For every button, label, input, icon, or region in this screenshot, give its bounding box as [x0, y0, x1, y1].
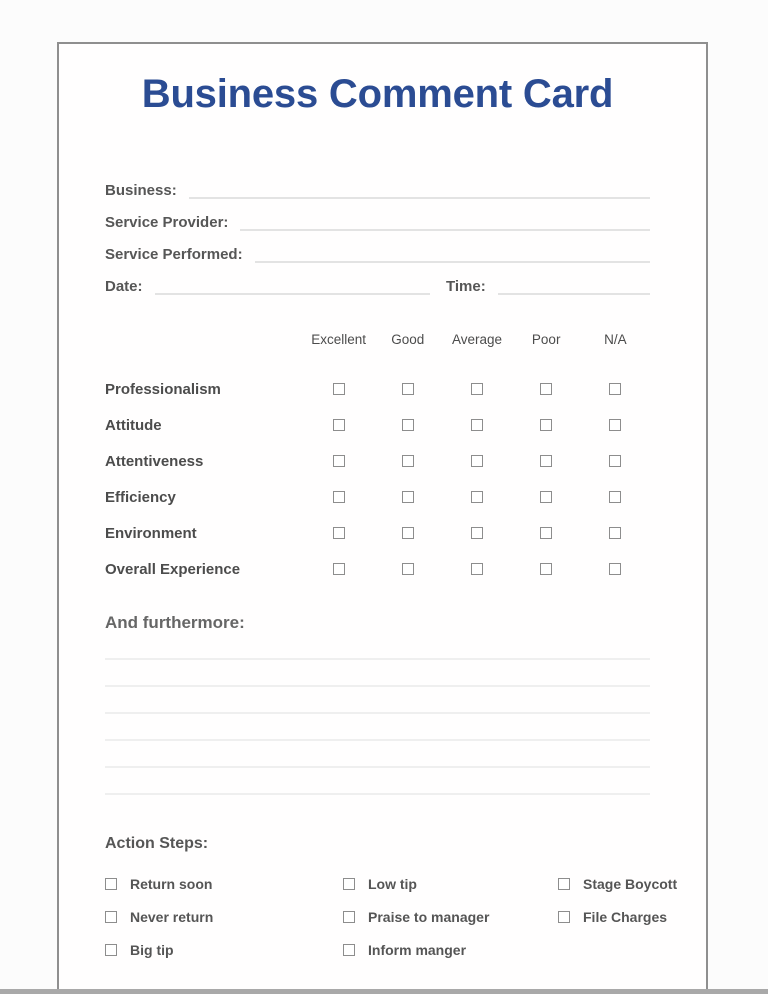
- rating-row: [105, 515, 650, 551]
- rating-cell: [373, 452, 442, 470]
- comment-line[interactable]: [105, 714, 650, 741]
- time-field: [446, 278, 650, 295]
- rating-checkbox[interactable]: [333, 383, 345, 395]
- comment-lines-area[interactable]: [105, 633, 650, 795]
- action-step-label: Stage Boycott: [583, 875, 678, 892]
- date-time-row: [105, 275, 650, 295]
- rating-body: [105, 371, 650, 587]
- rating-checkbox[interactable]: [402, 563, 414, 575]
- rating-checkbox[interactable]: [609, 455, 621, 467]
- rating-cell: [442, 416, 511, 434]
- action-checkbox[interactable]: [343, 944, 355, 956]
- action-step-label: Inform manger: [368, 941, 467, 958]
- field-input-line[interactable]: [255, 247, 650, 263]
- rating-cell: [512, 560, 581, 578]
- form-field-row: [105, 243, 650, 263]
- field-input-line[interactable]: [240, 215, 650, 231]
- rating-checkbox[interactable]: [333, 527, 345, 539]
- rating-checkbox[interactable]: [471, 563, 483, 575]
- form-field-row: [105, 179, 650, 199]
- rating-row-label: Attitude: [105, 416, 162, 434]
- action-checkbox[interactable]: [343, 878, 355, 890]
- rating-checkbox[interactable]: [333, 563, 345, 575]
- date-input-line[interactable]: [155, 279, 430, 295]
- comment-card: [57, 42, 708, 994]
- action-step-label: Low tip: [368, 875, 417, 892]
- comment-line[interactable]: [105, 741, 650, 768]
- time-input-line[interactable]: [498, 279, 650, 295]
- field-input-line[interactable]: [189, 183, 650, 199]
- rating-column-header: Poor: [531, 331, 561, 347]
- rating-cell: [581, 452, 650, 470]
- rating-checkbox[interactable]: [402, 383, 414, 395]
- rating-checkbox[interactable]: [471, 491, 483, 503]
- rating-cell: [581, 380, 650, 398]
- action-column: [343, 867, 558, 966]
- action-checkbox[interactable]: [105, 878, 117, 890]
- page-title: Business Comment Card: [141, 72, 614, 116]
- action-checkbox[interactable]: [343, 911, 355, 923]
- comment-line[interactable]: [105, 660, 650, 687]
- action-step-item: [343, 933, 558, 966]
- rating-checkbox[interactable]: [609, 491, 621, 503]
- rating-cell: [442, 452, 511, 470]
- field-label: Service Provider:: [105, 214, 229, 231]
- action-checkbox[interactable]: [558, 878, 570, 890]
- rating-cell: [512, 488, 581, 506]
- rating-checkbox[interactable]: [402, 527, 414, 539]
- rating-row: [105, 551, 650, 587]
- rating-checkbox[interactable]: [471, 527, 483, 539]
- rating-cell: [512, 416, 581, 434]
- rating-checkbox[interactable]: [540, 563, 552, 575]
- rating-cell: [304, 524, 373, 542]
- action-step-item: [105, 900, 343, 933]
- rating-cell: [512, 524, 581, 542]
- rating-row: [105, 443, 650, 479]
- comment-line[interactable]: [105, 687, 650, 714]
- action-steps-heading: Action Steps:: [105, 835, 209, 852]
- rating-cell: [442, 488, 511, 506]
- rating-row-label: Overall Experience: [105, 560, 241, 578]
- rating-checkbox[interactable]: [471, 383, 483, 395]
- rating-cell: [373, 416, 442, 434]
- rating-checkbox[interactable]: [609, 527, 621, 539]
- rating-cell: [304, 380, 373, 398]
- rating-row: [105, 479, 650, 515]
- rating-checkbox[interactable]: [609, 563, 621, 575]
- form-fields-section: [105, 179, 650, 263]
- rating-checkbox[interactable]: [471, 419, 483, 431]
- date-field: [105, 278, 430, 295]
- rating-checkbox[interactable]: [609, 383, 621, 395]
- action-checkbox[interactable]: [558, 911, 570, 923]
- rating-row-label: Efficiency: [105, 488, 176, 506]
- rating-checkbox[interactable]: [471, 455, 483, 467]
- rating-cell: [304, 488, 373, 506]
- rating-cell: [442, 524, 511, 542]
- rating-cell: [581, 488, 650, 506]
- rating-checkbox[interactable]: [540, 491, 552, 503]
- rating-cell: [442, 380, 511, 398]
- comment-line[interactable]: [105, 768, 650, 795]
- rating-header-row: [105, 329, 650, 349]
- rating-cell: [304, 416, 373, 434]
- rating-checkbox[interactable]: [333, 455, 345, 467]
- field-label: Service Performed:: [105, 246, 243, 263]
- furthermore-heading: And furthermore:: [105, 613, 245, 632]
- action-column: [558, 867, 677, 966]
- rating-checkbox[interactable]: [333, 419, 345, 431]
- comment-line[interactable]: [105, 633, 650, 660]
- action-step-item: [558, 867, 677, 900]
- rating-cell: [512, 452, 581, 470]
- rating-checkbox[interactable]: [402, 491, 414, 503]
- rating-checkbox[interactable]: [540, 383, 552, 395]
- rating-cell: [373, 488, 442, 506]
- time-label: Time:: [446, 278, 486, 295]
- action-step-label: Big tip: [130, 941, 174, 958]
- page-bottom-edge: [0, 989, 768, 994]
- rating-cell: [373, 524, 442, 542]
- field-label: Business:: [105, 182, 177, 199]
- form-field-row: [105, 211, 650, 231]
- rating-cell: [304, 560, 373, 578]
- rating-cell: [512, 380, 581, 398]
- action-step-item: [343, 900, 558, 933]
- rating-column-header: N/A: [604, 331, 627, 347]
- action-step-label: Praise to manager: [368, 908, 490, 925]
- rating-checkbox[interactable]: [540, 527, 552, 539]
- rating-cell: [373, 560, 442, 578]
- action-step-item: [105, 933, 343, 966]
- rating-checkbox[interactable]: [540, 419, 552, 431]
- rating-cell: [304, 452, 373, 470]
- rating-table: [105, 329, 650, 587]
- rating-checkbox[interactable]: [402, 419, 414, 431]
- action-step-item: [343, 867, 558, 900]
- rating-row: [105, 407, 650, 443]
- action-step-label: Return soon: [130, 875, 213, 892]
- rating-row-label: Attentiveness: [105, 452, 204, 470]
- action-step-label: File Charges: [583, 908, 668, 925]
- action-steps-grid: [105, 867, 678, 966]
- rating-checkbox[interactable]: [609, 419, 621, 431]
- rating-row-label: Environment: [105, 524, 197, 542]
- rating-column-header: Average: [451, 331, 503, 347]
- date-label: Date:: [105, 278, 143, 295]
- rating-cell: [581, 416, 650, 434]
- action-checkbox[interactable]: [105, 944, 117, 956]
- action-step-item: [105, 867, 343, 900]
- rating-column-header: Good: [391, 331, 425, 347]
- action-checkbox[interactable]: [105, 911, 117, 923]
- rating-cell: [581, 560, 650, 578]
- rating-column-header: Excellent: [311, 331, 366, 347]
- rating-checkbox[interactable]: [540, 455, 552, 467]
- action-step-item: [558, 900, 677, 933]
- card-content: [59, 72, 706, 966]
- rating-checkbox[interactable]: [333, 491, 345, 503]
- rating-row: [105, 371, 650, 407]
- rating-cell: [373, 380, 442, 398]
- rating-row-label: Professionalism: [105, 380, 221, 398]
- rating-checkbox[interactable]: [402, 455, 414, 467]
- action-step-label: Never return: [130, 908, 214, 925]
- rating-cell: [442, 560, 511, 578]
- rating-cell: [581, 524, 650, 542]
- action-column: [105, 867, 343, 966]
